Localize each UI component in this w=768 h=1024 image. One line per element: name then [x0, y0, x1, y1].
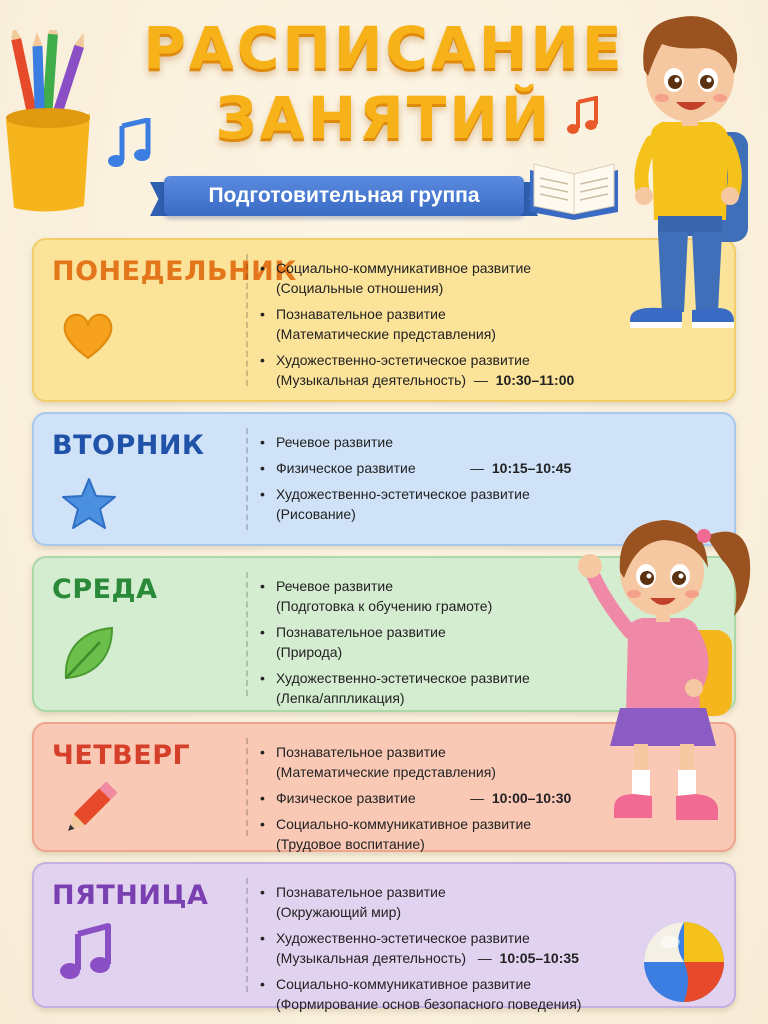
open-book-icon [526, 150, 622, 220]
day-title: ЧЕТВЕРГ [52, 740, 191, 771]
list-item: • Речевое развитие [260, 432, 624, 452]
page-title-line1: РАСПИСАНИЕ [143, 14, 625, 82]
list-item: • Физическое развитие — 10:00–10:30 [260, 788, 624, 808]
music-note-icon-red [566, 96, 600, 136]
divider [246, 428, 248, 530]
subject-list [260, 432, 624, 530]
divider [246, 738, 248, 836]
list-item: • Социально-коммуникативное развитие (Социальные отношения) [260, 258, 624, 298]
list-item: • Социально-коммуникативное развитие (Трудовое воспитание) [260, 814, 624, 854]
day-card-friday [32, 862, 736, 1012]
time-range: 10:30–11:00 [495, 372, 575, 388]
list-item: • Познавательное развитие (Математические представления) [260, 742, 624, 782]
heart-icon [60, 308, 116, 362]
list-item: • Художественно-эстетическое развитие (Рисование) [260, 484, 624, 524]
music-note-icon [60, 922, 114, 982]
divider [246, 254, 248, 386]
subject-list [260, 742, 624, 860]
music-note-icon-blue [108, 118, 152, 170]
divider [246, 878, 248, 992]
day-title: ПОНЕДЕЛЬНИК [52, 256, 297, 287]
day-title: ПЯТНИЦА [52, 880, 209, 911]
time-range: 10:00–10:30 [491, 790, 572, 806]
list-item: • Художественно-эстетическое развитие (Лепка/аппликация) [260, 668, 624, 708]
list-item: • Физическое развитие — 10:15–10:45 [260, 458, 624, 478]
subtitle-ribbon [150, 170, 538, 220]
divider [246, 572, 248, 696]
list-item: • Познавательное развитие (Математические представления) [260, 304, 624, 344]
ball-icon [642, 920, 726, 1004]
page-title-line2: ЗАНЯТИЙ [215, 84, 553, 152]
time-range: 10:15–10:45 [491, 460, 572, 476]
subject-list [260, 882, 624, 1020]
day-title: СРЕДА [52, 574, 158, 605]
boy-illustration [618, 10, 758, 332]
pencil-icon [60, 778, 120, 840]
girl-illustration [572, 506, 764, 830]
day-title: ВТОРНИК [52, 430, 205, 461]
subject-list [260, 258, 624, 396]
list-item: • Познавательное развитие (Окружающий мир) [260, 882, 624, 922]
subject-list [260, 576, 624, 714]
list-item: • Речевое развитие (Подготовка к обучению грамоте) [260, 576, 624, 616]
list-item: • Художественно-эстетическое развитие (Музыкальная деятельность) — 10:30–11:00 [260, 350, 624, 390]
time-range: 10:05–10:35 [499, 950, 579, 966]
list-item: • Социально-коммуникативное развитие (Формирование основ безопасного поведения) [260, 974, 624, 1014]
star-icon [60, 476, 118, 532]
list-item: • Познавательное развитие (Природа) [260, 622, 624, 662]
list-item: • Художественно-эстетическое развитие (Музыкальная деятельность) — 10:05–10:35 [260, 928, 624, 968]
leaf-icon [60, 624, 116, 684]
subtitle: Подготовительная группа [164, 176, 524, 216]
pencil-cup-icon [0, 30, 110, 220]
